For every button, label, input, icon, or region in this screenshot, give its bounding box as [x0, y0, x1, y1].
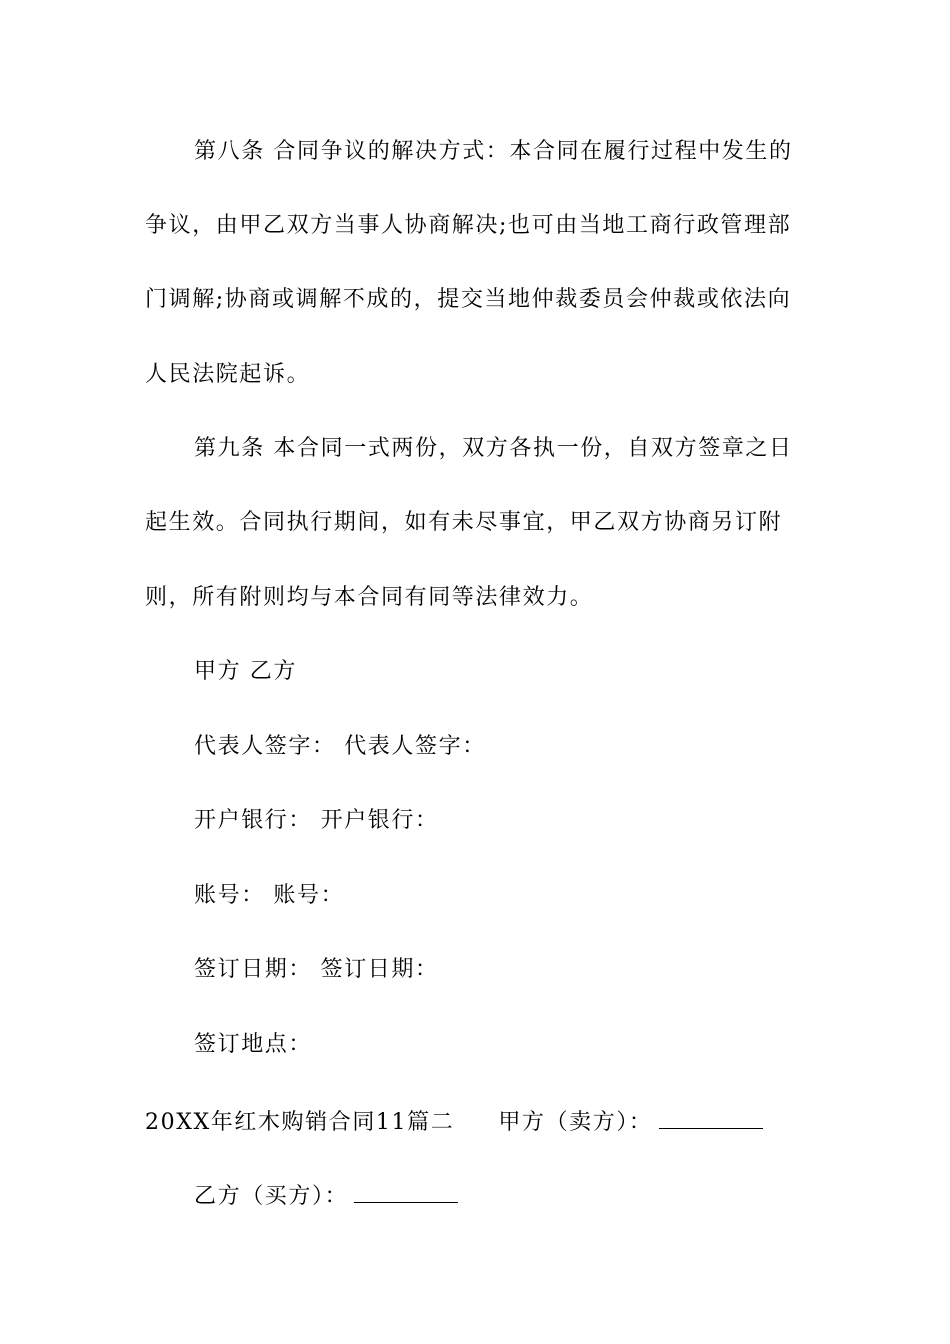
article-8-line-1: 第八条 合同争议的解决方式：本合同在履行过程中发生的	[194, 139, 793, 164]
article-8-line-4: 人民法院起诉。	[145, 362, 311, 387]
next-section-title: 20XX年红木购销合同11篇二	[145, 1110, 455, 1135]
seller-label: 甲方（卖方）：	[498, 1110, 653, 1135]
article-9-line-2: 起生效。合同执行期间，如有未尽事宜，甲乙双方协商另订附	[145, 510, 783, 535]
article-9-line-1: 第九条 本合同一式两份，双方各执一份，自双方签章之日	[194, 436, 793, 461]
buyer-label: 乙方（买方）：	[194, 1184, 349, 1209]
buyer-line	[194, 1182, 458, 1212]
signature-account: 账号： 账号：	[194, 883, 345, 908]
article-9-line-3: 则，所有附则均与本合同有同等法律效力。	[145, 585, 594, 610]
signature-representative: 代表人签字： 代表人签字：	[194, 734, 486, 759]
next-section-line	[145, 1108, 763, 1138]
seller-blank-field[interactable]	[659, 1108, 763, 1129]
buyer-blank-field[interactable]	[354, 1182, 458, 1203]
article-8-line-2: 争议，由甲乙双方当事人协商解决;也可由当地工商行政管理部	[145, 213, 792, 238]
signature-bank: 开户银行： 开户银行：	[194, 808, 439, 833]
signature-place: 签订地点：	[194, 1032, 313, 1057]
signature-date: 签订日期： 签订日期：	[194, 957, 439, 982]
article-8-line-3: 门调解;协商或调解不成的，提交当地仲裁委员会仲裁或依法向	[145, 287, 792, 312]
signature-parties: 甲方 乙方	[194, 659, 297, 684]
